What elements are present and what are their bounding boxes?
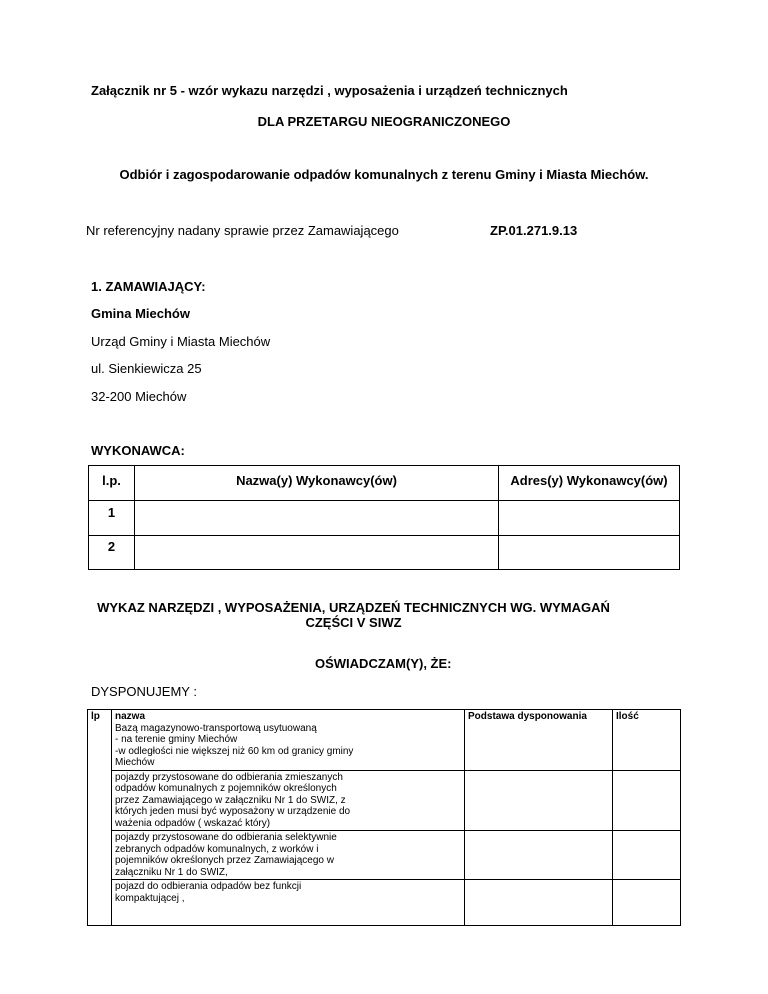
dysponujemy-nazwa-cell-1 [112, 710, 465, 771]
item-line: kompaktującej , [115, 892, 185, 904]
item-line: Miechów [115, 757, 155, 768]
wykonawca-table [88, 465, 680, 570]
table-row [89, 501, 680, 536]
ilosc-cell[interactable] [613, 770, 681, 831]
item-line: - na terenie gminy Miechów [115, 734, 238, 745]
wykaz-heading-line-2: CZĘŚCI V SIWZ [305, 615, 402, 630]
row-adres-cell[interactable] [499, 536, 680, 570]
item-line: -w odległości nie większej niż 60 km od granicy gminy [115, 745, 354, 757]
podstawa-cell[interactable] [465, 831, 613, 880]
row-nazwa-cell[interactable] [135, 501, 499, 536]
row-lp: 1 [89, 501, 135, 536]
item-line: ważenia odpadów ( wskazać który) [115, 817, 271, 829]
item-line: załączniku Nr 1 do SWIZ, [115, 866, 228, 878]
document-subtitle: DLA PRZETARGU NIEOGRANICZONEGO [257, 114, 511, 129]
reference-number: ZP.01.271.9.13 [490, 223, 578, 238]
zamawiajacy-street: ul. Sienkiewicza 25 [91, 361, 202, 376]
zamawiajacy-name: Gmina Miechów [91, 306, 190, 321]
item-line: zebranych odpadów komunalnych, z worków i [115, 843, 319, 855]
wykonawca-heading: WYKONAWCA: [91, 443, 185, 458]
item-line: pojazd do odbierania odpadów bez funkcji [115, 881, 302, 892]
item-line: przez Zamawiającego w załączniku Nr 1 do SWIZ, z [115, 794, 346, 806]
dysponujemy-nazwa-cell-3 [112, 831, 465, 880]
col-lp-header: lp [88, 710, 112, 926]
oswiadczenie-heading: OŚWIADCZAM(Y), ŻE: [315, 656, 452, 671]
podstawa-cell[interactable] [465, 770, 613, 831]
document-title: Załącznik nr 5 - wzór wykazu narzędzi , wyposażenia i urządzeń technicznych [91, 83, 568, 98]
table-row [89, 536, 680, 570]
item-line: których jeden musi być wyposażony w urządzenie do [115, 806, 351, 817]
row-lp: 2 [89, 536, 135, 570]
row-nazwa-cell[interactable] [135, 536, 499, 570]
dysponujemy-table [87, 709, 681, 926]
col-nazwa-header: Nazwa(y) Wykonawcy(ów) [135, 466, 499, 501]
dysponujemy-nazwa-cell-4 [112, 880, 465, 926]
wykaz-heading [0, 600, 707, 630]
col-lp-header: l.p. [89, 466, 135, 501]
ilosc-cell[interactable] [613, 831, 681, 880]
wykonawca-header-row [89, 466, 680, 501]
zamawiajacy-office: Urząd Gminy i Miasta Miechów [91, 334, 271, 349]
col-podstawa-header: Podstawa dysponowania [465, 710, 613, 771]
col-nazwa-header: nazwa [115, 711, 146, 722]
item-line: pojazdy przystosowane do odbierania zmieszanych [115, 771, 343, 783]
dysponujemy-row-2 [88, 770, 681, 831]
zamawiajacy-city: 32-200 Miechów [91, 389, 187, 404]
col-ilosc-header: Ilość [613, 710, 681, 771]
row-adres-cell[interactable] [499, 501, 680, 536]
dysponujemy-row-3 [88, 831, 681, 880]
col-adres-header: Adres(y) Wykonawcy(ów) [499, 466, 680, 501]
podstawa-cell[interactable] [465, 880, 613, 926]
reference-label: Nr referencyjny nadany sprawie przez Zamawiającego [86, 223, 399, 238]
item-line: pojemników określonych przez Zamawiającego w [115, 855, 334, 866]
wykaz-heading-line-1: WYKAZ NARZĘDZI , WYPOSAŻENIA, URZĄDZEŃ TECHNICZNYCH WG. WYMAGAŃ [97, 600, 610, 615]
dysponujemy-row-4 [88, 880, 681, 926]
item-line: odpadów komunalnych z pojemników określonych [115, 783, 337, 794]
zamawiajacy-heading: 1. ZAMAWIAJĄCY: [91, 279, 206, 294]
dysponujemy-row-1 [88, 710, 681, 771]
document-subject: Odbiór i zagospodarowanie odpadów komunalnych z terenu Gminy i Miasta Miechów. [119, 167, 649, 182]
dysponujemy-nazwa-cell-2 [112, 770, 465, 831]
item-line: pojazdy przystosowane do odbierania selektywnie [115, 832, 337, 843]
item-line: Bazą magazynowo-transportową usytuowaną [115, 722, 317, 734]
dysponujemy-label: DYSPONUJEMY : [91, 684, 197, 699]
ilosc-cell[interactable] [613, 880, 681, 926]
